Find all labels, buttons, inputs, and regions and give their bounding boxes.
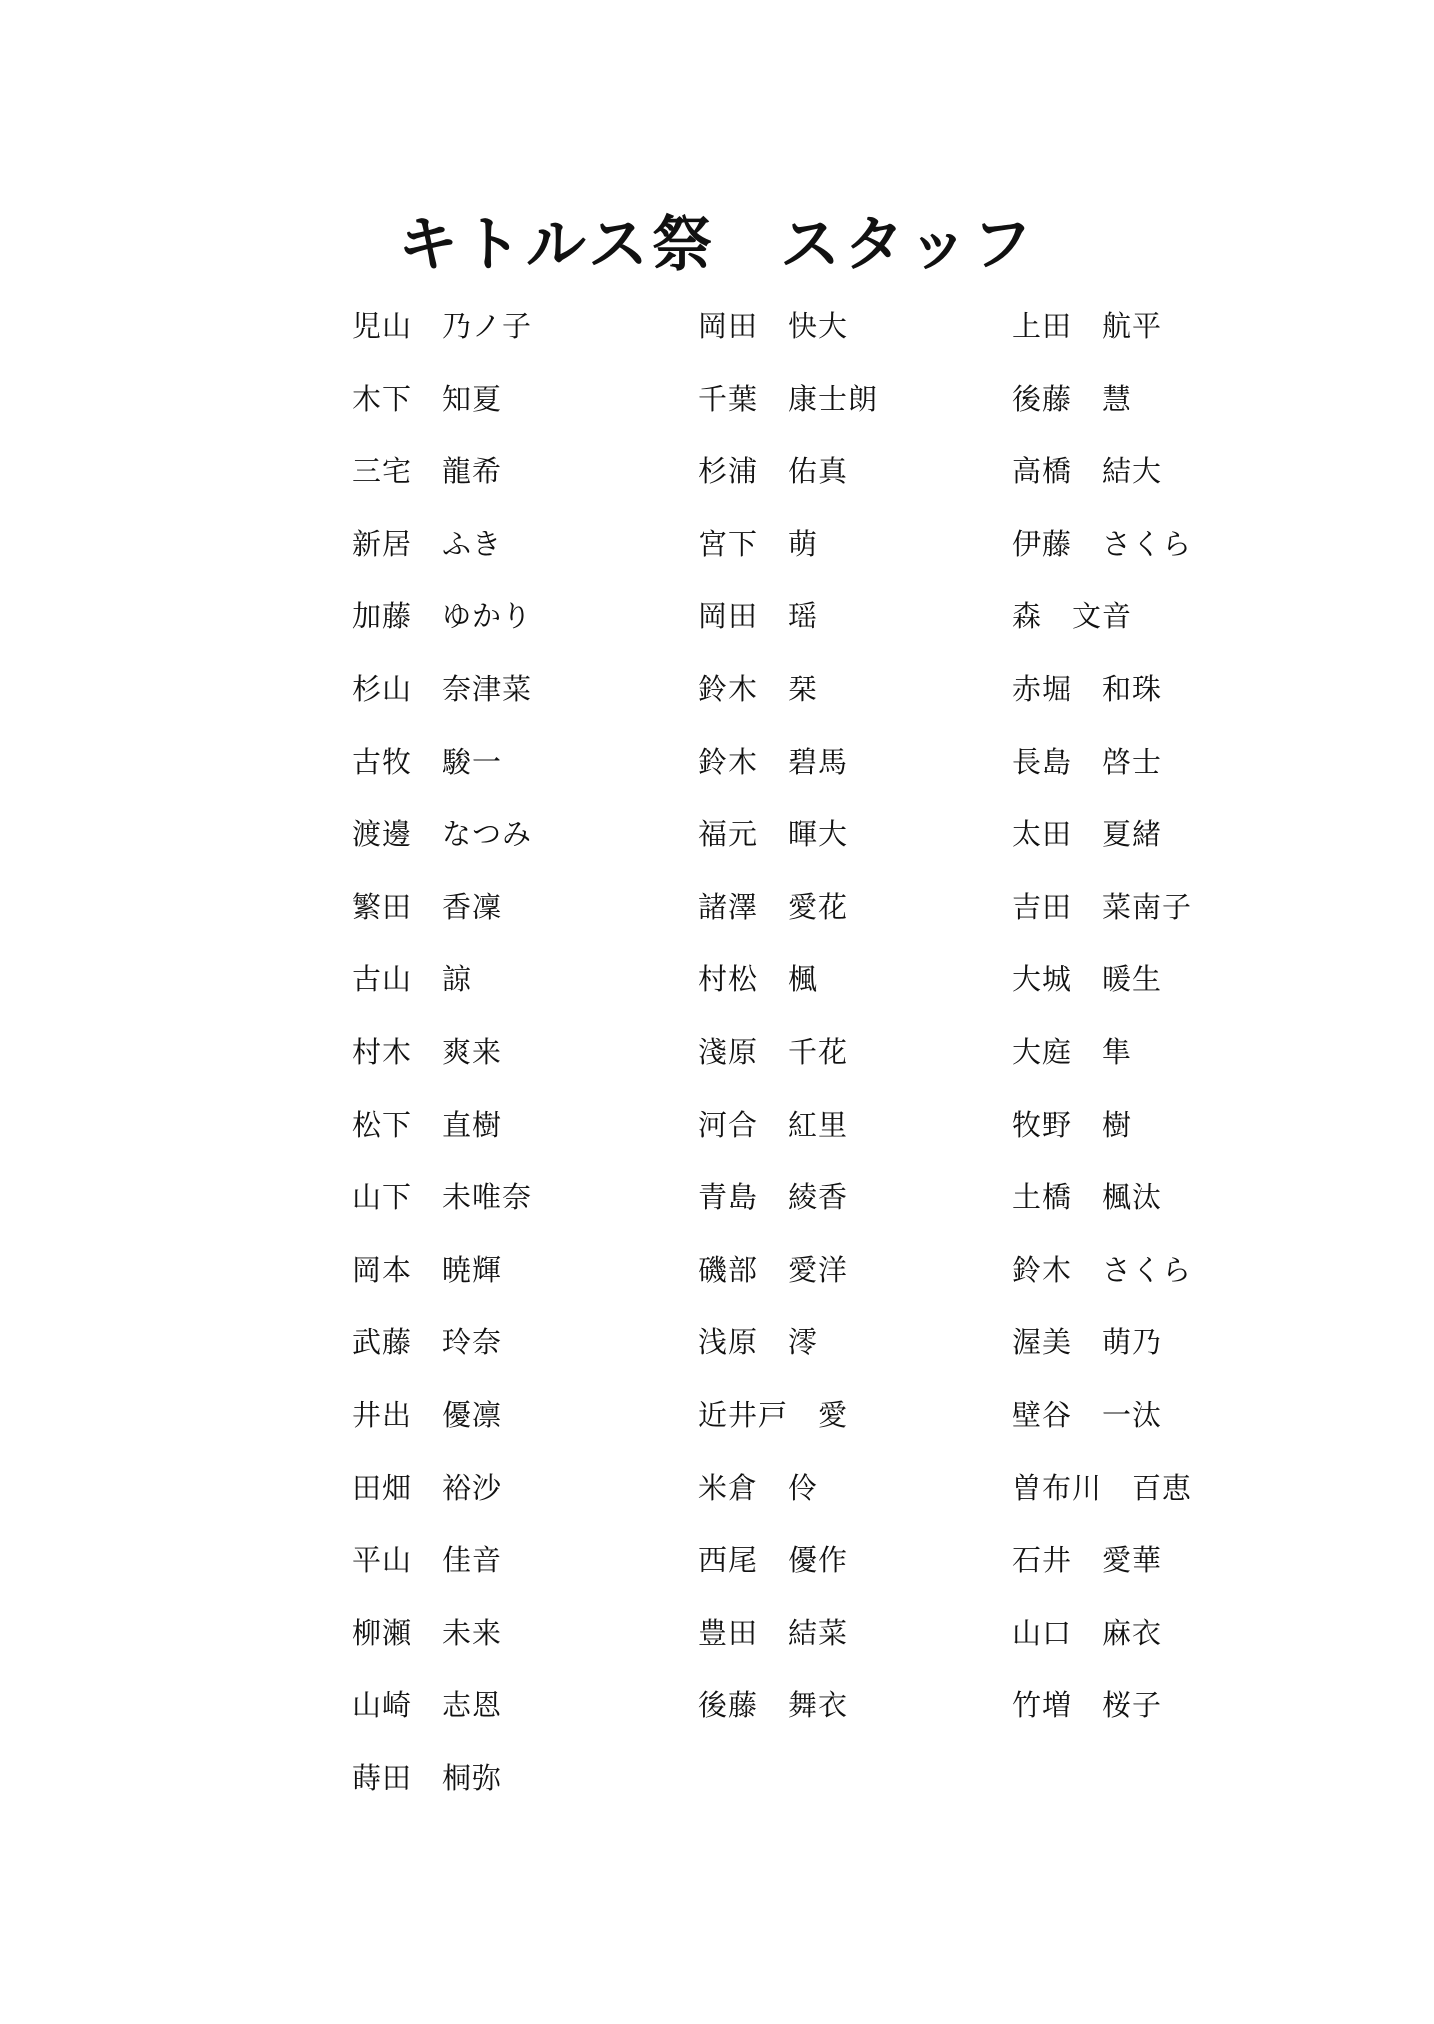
- staff-name: 石井 愛華: [1012, 1543, 1163, 1578]
- staff-name: 淺原 千花: [698, 1034, 849, 1069]
- staff-name: 柳瀬 未来: [352, 1615, 503, 1650]
- staff-name: 村木 爽来: [352, 1034, 503, 1069]
- staff-name: 平山 佳音: [352, 1543, 503, 1578]
- staff-name: 古山 諒: [352, 962, 473, 997]
- staff-name: 村松 楓: [698, 962, 819, 997]
- staff-name: 竹増 桜子: [1012, 1688, 1163, 1723]
- staff-name: 蒔田 桐弥: [352, 1760, 503, 1795]
- staff-name: 新居 ふき: [352, 526, 503, 561]
- staff-name: 土橋 楓汰: [1012, 1180, 1163, 1215]
- staff-name: 諸澤 愛花: [698, 889, 849, 924]
- staff-column-2: [698, 290, 878, 1742]
- staff-name: 宮下 萌: [698, 526, 819, 561]
- staff-name: 武藤 玲奈: [352, 1325, 503, 1360]
- staff-name: 青島 綾香: [698, 1180, 849, 1215]
- staff-name: 太田 夏緒: [1012, 817, 1163, 852]
- staff-name: 井出 優凛: [352, 1397, 503, 1432]
- staff-name: 鈴木 栞: [698, 671, 819, 706]
- staff-column-1: [352, 290, 532, 1814]
- staff-name: 後藤 慧: [1012, 381, 1133, 416]
- staff-name: 豊田 結菜: [698, 1615, 849, 1650]
- staff-name: 伊藤 さくら: [1012, 526, 1193, 561]
- staff-name: 鈴木 さくら: [1012, 1252, 1193, 1287]
- staff-column-3: [1012, 290, 1192, 1742]
- staff-name: 杉山 奈津菜: [352, 671, 533, 706]
- staff-name: 壁谷 一汰: [1012, 1397, 1163, 1432]
- staff-name: 福元 暉大: [698, 817, 849, 852]
- staff-name: 岡田 快大: [698, 309, 849, 343]
- staff-name: 浅原 澪: [698, 1325, 819, 1360]
- staff-name: 後藤 舞衣: [698, 1688, 849, 1723]
- staff-name: 杉浦 佑真: [698, 454, 849, 489]
- staff-name: 長島 啓士: [1012, 744, 1163, 779]
- staff-name: 渥美 萌乃: [1012, 1325, 1163, 1360]
- staff-name: 田畑 裕沙: [352, 1470, 503, 1505]
- staff-name: 河合 紅里: [698, 1107, 849, 1142]
- staff-name: 加藤 ゆかり: [352, 599, 533, 634]
- staff-name: 三宅 龍希: [352, 454, 503, 489]
- staff-name: 渡邊 なつみ: [352, 817, 533, 852]
- staff-name: 山下 未唯奈: [352, 1180, 533, 1215]
- staff-name: 曽布川 百恵: [1012, 1470, 1193, 1505]
- staff-name: 繁田 香凜: [352, 889, 503, 924]
- staff-name: 千葉 康士朗: [698, 381, 879, 416]
- staff-name: 古牧 駿一: [352, 744, 503, 779]
- staff-name: 岡本 暁輝: [352, 1252, 503, 1287]
- staff-name: 上田 航平: [1012, 309, 1163, 343]
- staff-name: 磯部 愛洋: [698, 1252, 849, 1287]
- staff-name: 高橋 結大: [1012, 454, 1163, 489]
- staff-name: 山口 麻衣: [1012, 1615, 1163, 1650]
- staff-name: 岡田 瑶: [698, 599, 819, 634]
- staff-name: 山崎 志恩: [352, 1688, 503, 1723]
- page-title: キトルス祭 スタッフ: [397, 210, 1037, 281]
- staff-name: 鈴木 碧馬: [698, 744, 849, 779]
- staff-name: 牧野 樹: [1012, 1107, 1133, 1142]
- staff-name: 大庭 隼: [1012, 1034, 1133, 1069]
- staff-name: 大城 暖生: [1012, 962, 1163, 997]
- staff-name: 吉田 菜南子: [1012, 889, 1193, 924]
- staff-name: 近井戸 愛: [698, 1397, 849, 1432]
- staff-name: 木下 知夏: [352, 381, 503, 416]
- staff-name: 赤堀 和珠: [1012, 671, 1163, 706]
- staff-name: 児山 乃ノ子: [352, 309, 533, 343]
- staff-name: 森 文音: [1012, 599, 1133, 634]
- staff-name: 松下 直樹: [352, 1107, 503, 1142]
- staff-name: 西尾 優作: [698, 1543, 849, 1578]
- staff-name: 米倉 伶: [698, 1470, 819, 1505]
